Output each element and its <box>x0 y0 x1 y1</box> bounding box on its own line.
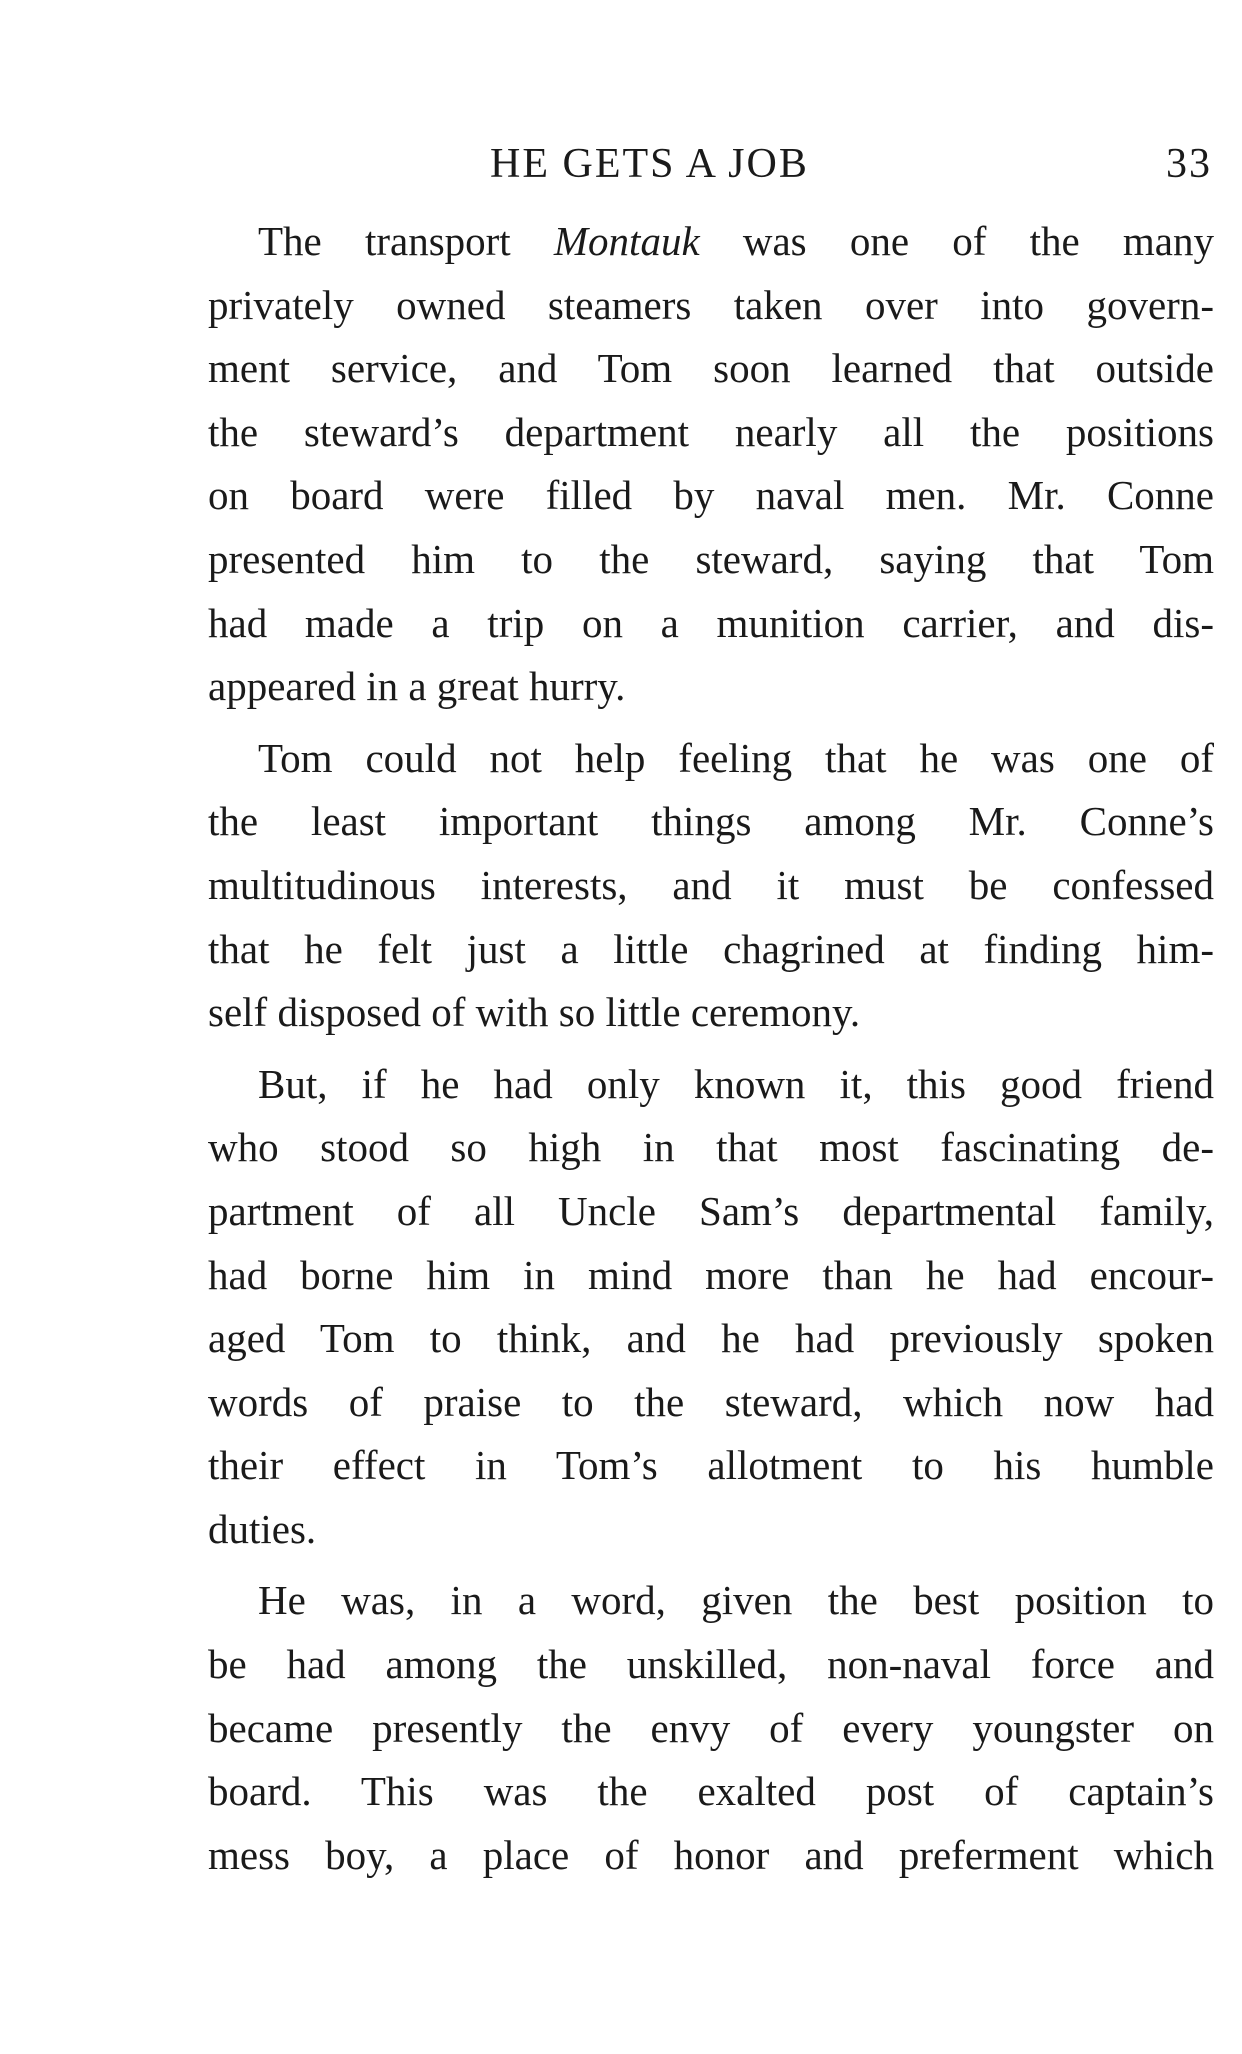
text-line: presented him to the steward, saying that Tom <box>208 535 1214 582</box>
text-line: privately owned steamers taken over into govern- <box>208 281 1214 328</box>
text-line: on board were filled by naval men. Mr. Conne <box>208 472 1214 519</box>
text-line: multitudinous interests, and it must be confessed <box>208 861 1214 908</box>
text-line: board. This was the exalted post of captain’s <box>208 1768 1214 1815</box>
text-line: ment service, and Tom soon learned that outside <box>208 345 1214 392</box>
paragraph <box>208 210 1214 719</box>
body-text <box>208 210 1214 1887</box>
running-head <box>210 140 1212 200</box>
text-line: self disposed of with so little ceremony. <box>208 989 861 1036</box>
text-line: partment of all Uncle Sam’s departmental family, <box>208 1187 1214 1234</box>
ship-name: Montauk <box>553 218 700 264</box>
text-line: had made a trip on a munition carrier, and dis- <box>208 599 1214 646</box>
text-line: duties. <box>208 1505 317 1552</box>
text-line: be had among the unskilled, non-naval force and <box>208 1641 1214 1688</box>
text-line: became presently the envy of every youngster on <box>208 1704 1214 1751</box>
page-number: 33 <box>1166 141 1212 187</box>
text-line: mess boy, a place of honor and preferment which <box>208 1831 1214 1878</box>
text-line: who stood so high in that most fascinating de- <box>208 1124 1214 1171</box>
paragraph <box>208 727 1214 1045</box>
paragraph <box>208 1569 1214 1887</box>
text-line: The transport Montauk was one of the many <box>258 218 1214 264</box>
text-line: Tom could not help feeling that he was one of <box>258 734 1214 781</box>
text-line: aged Tom to think, and he had previously spoken <box>208 1315 1214 1362</box>
text-line: that he felt just a little chagrined at finding him- <box>208 925 1214 972</box>
chapter-title: HE GETS A JOB <box>490 141 809 187</box>
text-line: had borne him in mind more than he had encour- <box>208 1251 1214 1298</box>
paragraph <box>208 1053 1214 1562</box>
text-line: the steward’s department nearly all the positions <box>208 408 1214 455</box>
text-line: He was, in a word, given the best position to <box>258 1577 1214 1624</box>
text-line: the least important things among Mr. Conne’s <box>208 798 1214 845</box>
text-line: words of praise to the steward, which now had <box>208 1378 1214 1425</box>
text-line: their effect in Tom’s allotment to his humble <box>208 1442 1214 1489</box>
text-line: But, if he had only known it, this good friend <box>258 1060 1214 1107</box>
text-line: appeared in a great hurry. <box>208 663 626 710</box>
